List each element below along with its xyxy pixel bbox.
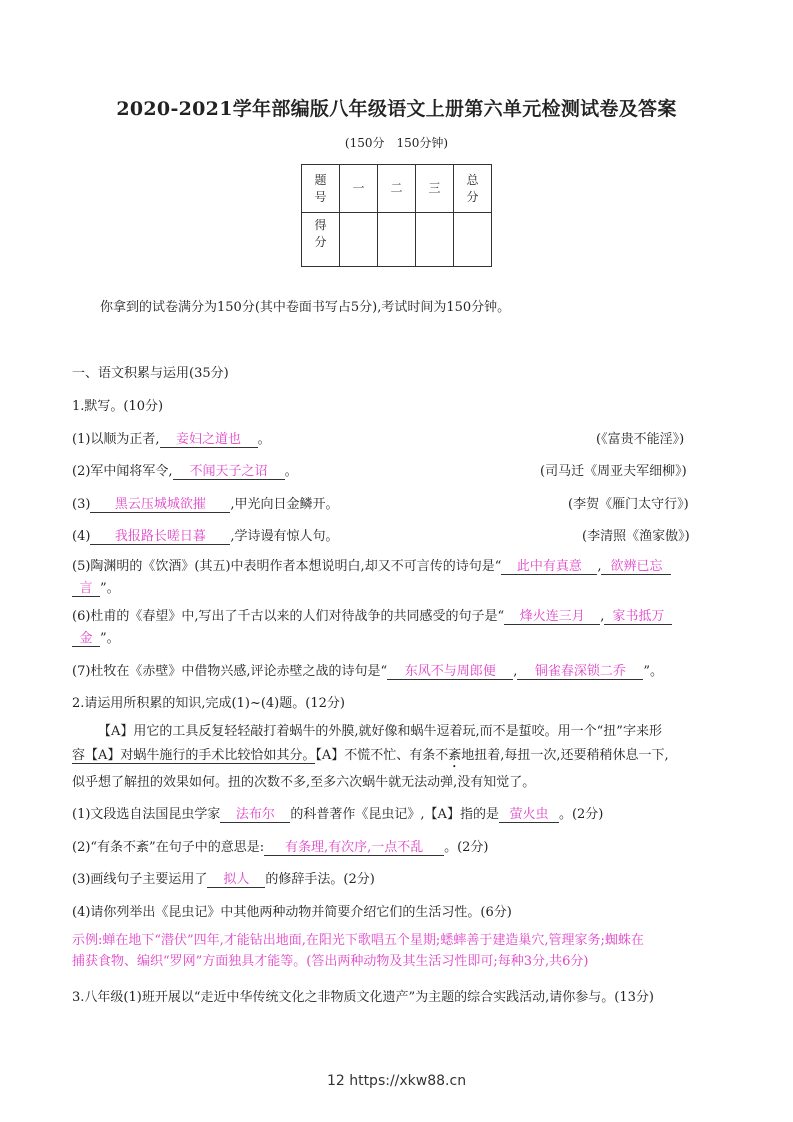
question-heading: 1.默写。(10分) bbox=[72, 399, 164, 414]
answer-blank: 有条理,有次序,一点不乱 bbox=[264, 840, 444, 856]
source-citation: (李清照《渔家傲》) bbox=[582, 529, 690, 544]
page-title: 2020-2021学年部编版八年级语文上册第六单元检测试卷及答案 bbox=[116, 98, 677, 120]
score-table-header: 题 号 bbox=[302, 165, 340, 213]
answer-blank: 言 bbox=[72, 581, 100, 597]
answer-blank: 我报路长嗟日暮 bbox=[90, 529, 230, 545]
underlined-sentence: 容【A】对蜗牛施行的手术比较恰如其分。 bbox=[72, 748, 316, 763]
page-footer: 12 https://xkw88.cn bbox=[326, 1073, 467, 1089]
source-citation: (《富贵不能淫》) bbox=[596, 432, 685, 447]
dictation-item: (2)军中闻将军令, 不闻天子之诏 。 bbox=[72, 464, 298, 479]
answer-blank: 法布尔 bbox=[220, 807, 290, 823]
score-table-col-2: 二 bbox=[378, 165, 416, 213]
sub-question: (1)文段选自法国昆虫学家 法布尔 的科普著作《昆虫记》,【A】指的是 萤火虫 。(2分) bbox=[72, 807, 604, 822]
section-heading: 一、语文积累与运用(35分) bbox=[72, 366, 229, 381]
score-cell bbox=[416, 213, 454, 267]
answer-blank: 不闻天子之诏 bbox=[173, 464, 285, 480]
dictation-item: (7)杜牧在《赤壁》中借物兴感,评论赤壁之战的诗句是“ 东风不与周郎便 , 铜雀春深锁二乔 ”。 bbox=[72, 664, 663, 679]
exam-intro: 你拿到的试卷满分为150分(其中卷面书写占5分),考试时间为150分钟。 bbox=[100, 300, 511, 315]
question-heading: 3.八年级(1)班开展以“走近中华传统文化之非物质文化遗产”为主题的综合实践活动,请你参与。(13分) bbox=[72, 990, 654, 1005]
answer-blank: 黑云压城城欲摧 bbox=[90, 497, 230, 513]
sub-question: (2)“有条不紊”在句子中的意思是: 有条理,有次序,一点不乱 。(2分) bbox=[72, 840, 489, 855]
source-citation: (李贺《雁门太守行》) bbox=[568, 497, 689, 512]
dictation-item: (3) 黑云压城城欲摧 ,甲光向日金鳞开。 bbox=[72, 497, 339, 512]
score-table bbox=[301, 164, 492, 267]
emphasis-char: 紊 bbox=[448, 748, 462, 763]
dictation-item: (5)陶渊明的《饮酒》(其五)中表明作者本想说明白,却又不可言传的诗句是“ 此中有真意 , 欲辨已忘 言 ”。 bbox=[72, 556, 724, 600]
source-citation: (司马迁《周亚夫军细柳》) bbox=[540, 464, 687, 479]
score-cell bbox=[454, 213, 492, 267]
dictation-item: (1)以顺为正者, 妾妇之道也 。 bbox=[72, 432, 271, 447]
score-table-row-label: 得 分 bbox=[302, 213, 340, 267]
reading-passage: 【A】用它的工具反复轻轻敲打着蜗牛的外膜,就好像和蜗牛逗着玩,而不是蜇咬。用一个“扭”字来形 容【A】对蜗牛施行的手术比较恰如其分。【A】不慌不忙、有条不紊地扭着,每扭一次,还要稍稍休息一下, 似乎想了解扭的效果如何。扭的次数不多,至多六次蜗牛就无法动弹,没有知觉了。 bbox=[72, 724, 669, 790]
exam-score-time: (150分 150分钟) bbox=[344, 136, 449, 150]
answer-blank: 欲辨已忘 bbox=[601, 559, 671, 575]
answer-blank: 拟人 bbox=[207, 872, 265, 888]
answer-blank: 萤火虫 bbox=[499, 807, 559, 823]
answer-blank: 东风不与周郎便 bbox=[387, 664, 513, 680]
score-cell bbox=[340, 213, 378, 267]
score-table-col-1: 一 bbox=[340, 165, 378, 213]
sample-answer: 示例:蝉在地下“潜伏”四年,才能钻出地面,在阳光下歌唱五个星期;蟋蟀善于建造巢穴,管理家务;蜘蛛在 捕获食物、编织“罗网”方面独具才能等。(答出两种动物及其生活习性即可;每种3分,共6分) bbox=[72, 933, 644, 969]
dictation-item: (4) 我报路长嗟日暮 ,学诗谩有惊人句。 bbox=[72, 529, 339, 544]
dictation-item: (6)杜甫的《春望》中,写出了千古以来的人们对待战争的共同感受的句子是“ 烽火连三月 , 家书抵万 金 ”。 bbox=[72, 606, 724, 650]
answer-blank: 家书抵万 bbox=[604, 609, 672, 625]
question-heading: 2.请运用所积累的知识,完成(1)~(4)题。(12分) bbox=[72, 696, 345, 711]
score-table-col-3: 三 bbox=[416, 165, 454, 213]
score-table-total: 总 分 bbox=[454, 165, 492, 213]
answer-blank: 铜雀春深锁二乔 bbox=[517, 664, 643, 680]
sub-question: (3)画线句子主要运用了 拟人 的修辞手法。(2分) bbox=[72, 872, 375, 887]
score-cell bbox=[378, 213, 416, 267]
answer-blank: 烽火连三月 bbox=[504, 609, 600, 625]
answer-blank: 金 bbox=[72, 631, 100, 647]
answer-blank: 妾妇之道也 bbox=[160, 432, 258, 448]
sub-question: (4)请你列举出《昆虫记》中其他两种动物并简要介绍它们的生活习性。(6分) bbox=[72, 905, 512, 920]
answer-blank: 此中有真意 bbox=[501, 559, 597, 575]
